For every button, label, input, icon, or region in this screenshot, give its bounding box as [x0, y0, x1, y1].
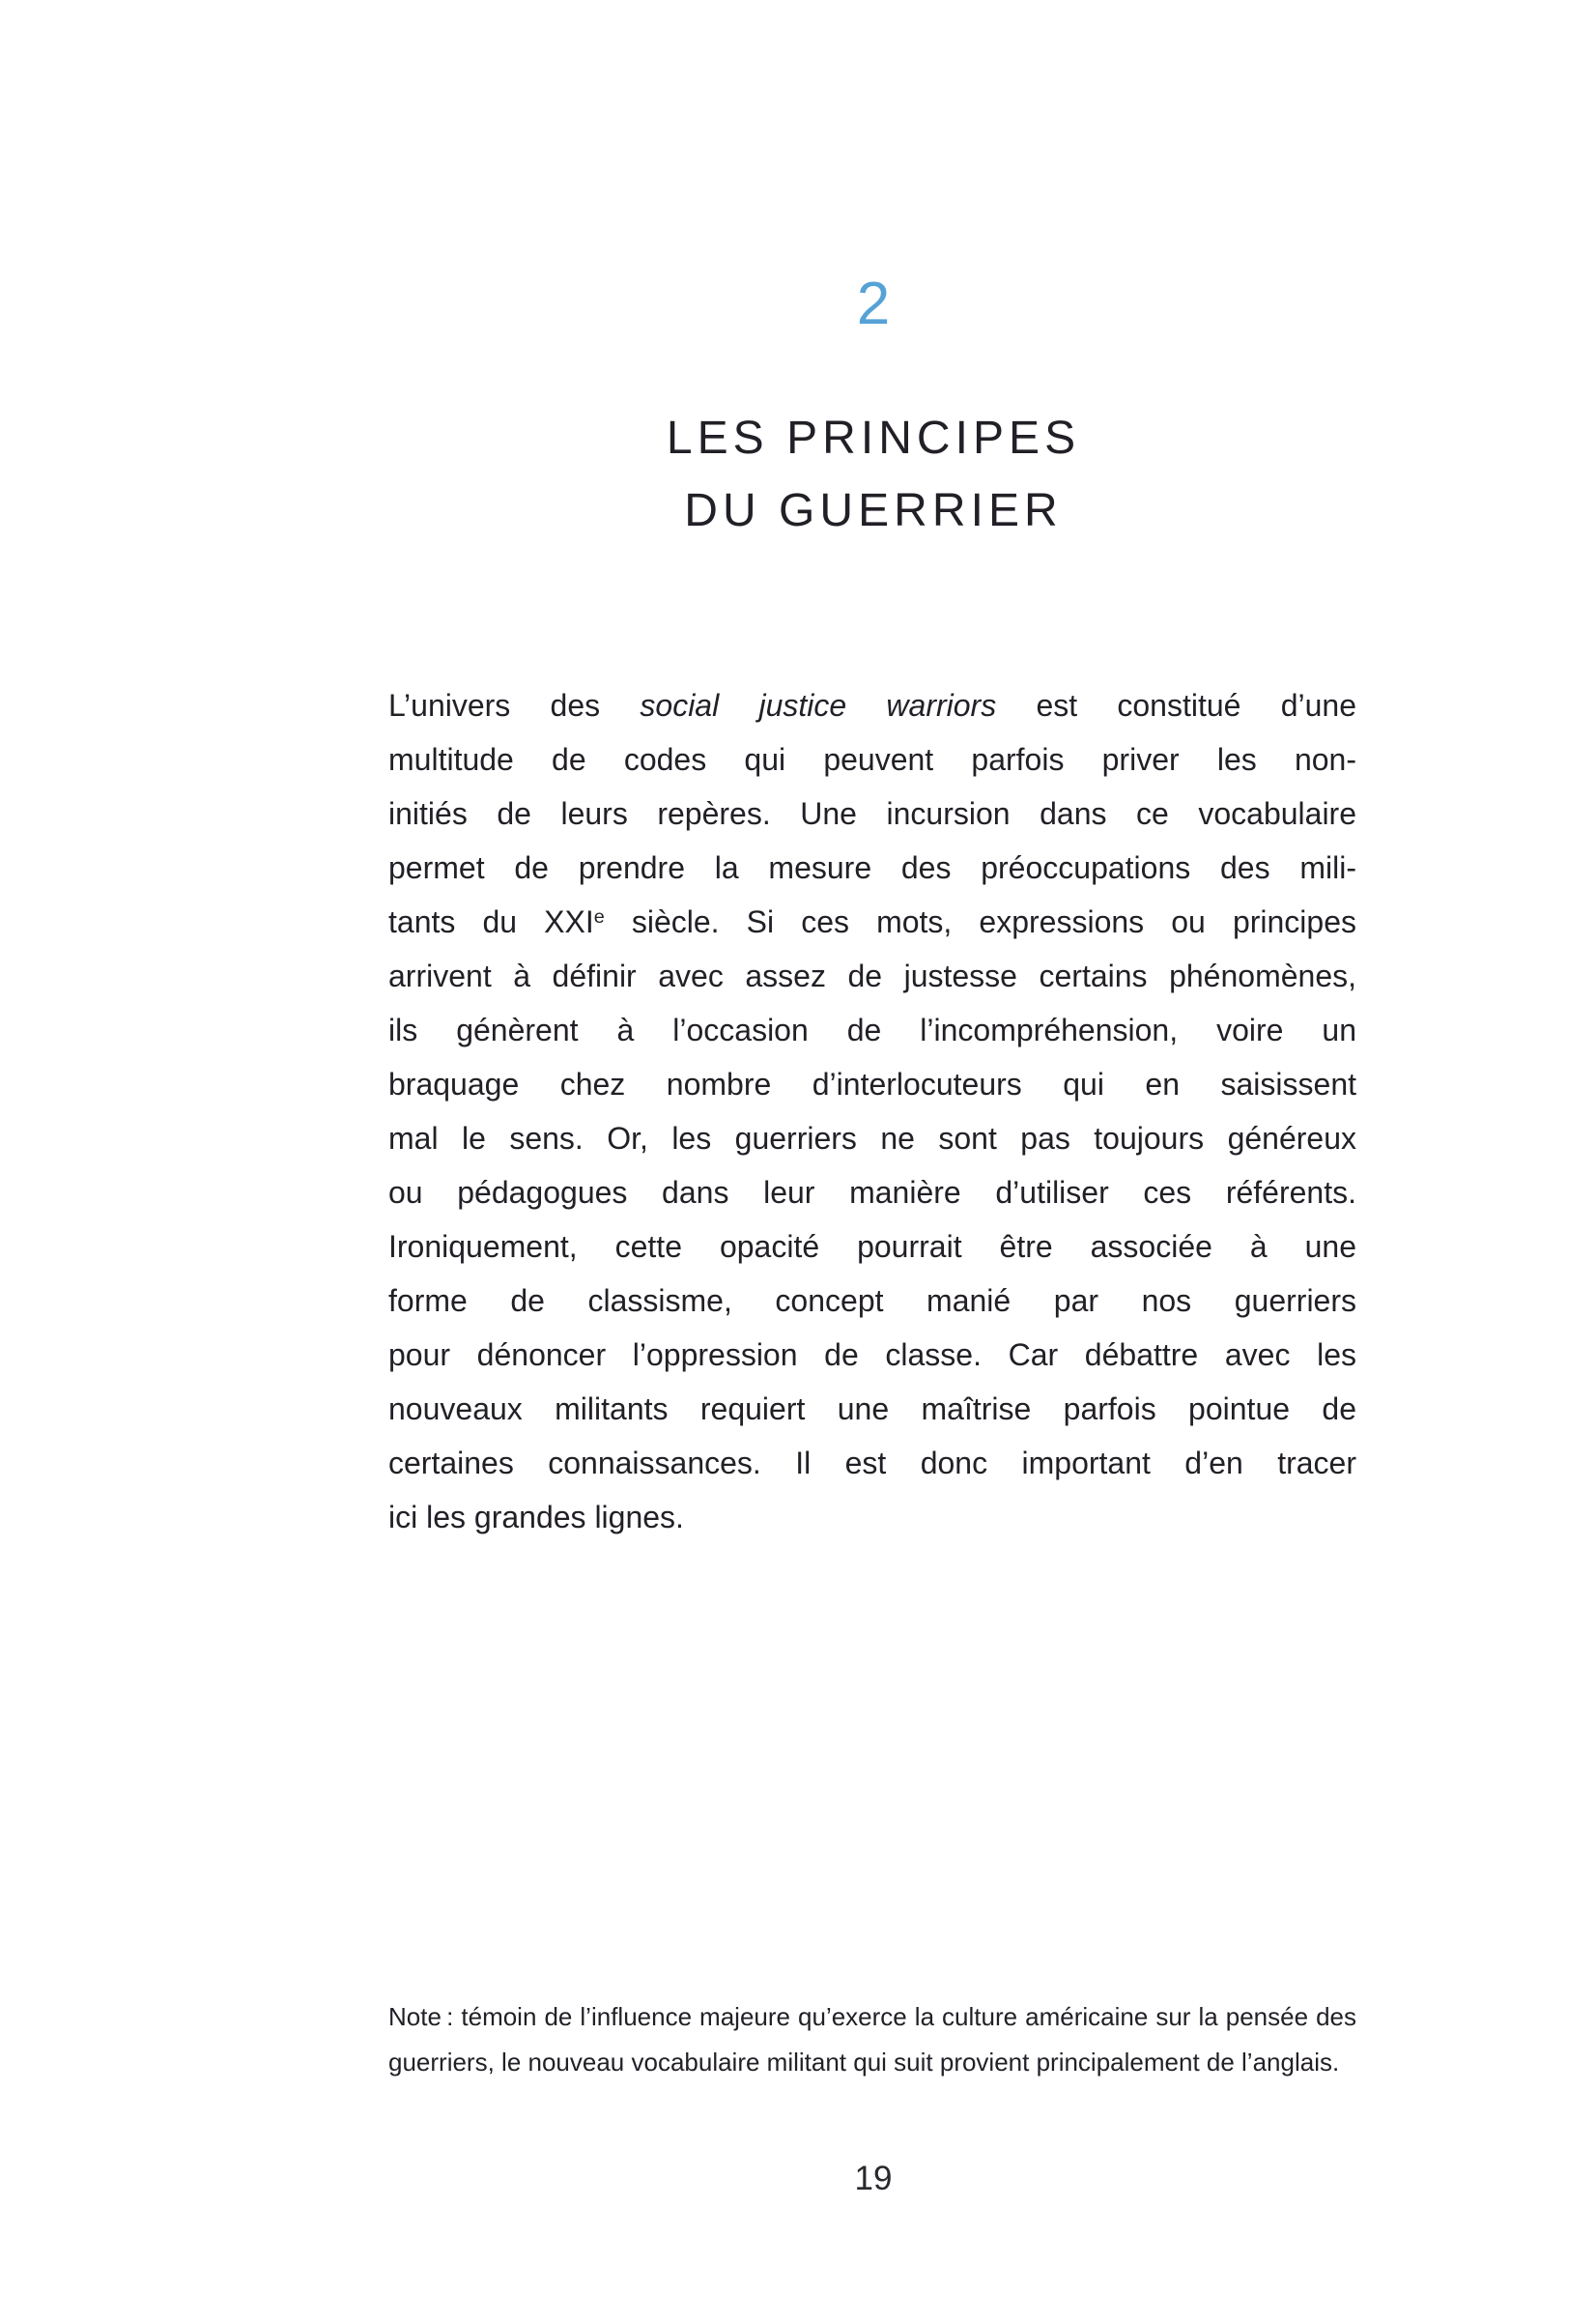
text-segment: ils génèrent à l’occasion de l’incompréhension, voire un	[388, 1013, 1356, 1047]
italic-text: social justice warriors	[640, 688, 997, 723]
body-line	[388, 1382, 1356, 1436]
body-line	[388, 1003, 1356, 1057]
body-paragraph	[388, 678, 1356, 1544]
text-segment: permet de prendre la mesure des préoccupations des mili-	[388, 850, 1356, 885]
footnote-line	[388, 1994, 1356, 2040]
chapter-title-line-1: LES PRINCIPES	[666, 413, 1081, 464]
text-segment: ou pédagogues dans leur manière d’utiliser ces référents.	[388, 1175, 1356, 1210]
text-segment: L’univers des	[388, 688, 641, 723]
body-line	[388, 1436, 1356, 1490]
body-line	[388, 1057, 1356, 1111]
text-segment: tants du XXI	[388, 904, 594, 939]
chapter-title	[292, 402, 1455, 547]
text-segment: initiés de leurs repères. Une incursion dans ce vocabulaire	[388, 796, 1356, 831]
superscript-text: e	[593, 905, 605, 928]
body-line	[388, 1274, 1356, 1328]
chapter-title-line-2: DU GUERRIER	[684, 485, 1063, 536]
text-segment: arrivent à définir avec assez de justesse certains phénomènes,	[388, 959, 1356, 993]
body-line	[388, 732, 1356, 787]
footnote	[388, 1994, 1356, 2085]
body-line	[388, 949, 1356, 1003]
text-segment: mal le sens. Or, les guerriers ne sont pas toujours généreux	[388, 1121, 1356, 1156]
body-line	[388, 1328, 1356, 1382]
chapter-number: 2	[856, 271, 891, 337]
text-segment: braquage chez nombre d’interlocuteurs qui en saisissent	[388, 1067, 1356, 1102]
text-segment: nouveaux militants requiert une maîtrise parfois pointue de	[388, 1391, 1356, 1426]
body-line	[388, 1219, 1356, 1274]
body-line	[388, 841, 1356, 895]
footnote-line	[388, 2040, 1356, 2085]
body-line	[388, 1165, 1356, 1219]
body-line	[388, 1111, 1356, 1165]
body-line	[388, 1490, 1356, 1544]
text-segment: Note : témoin de l’influence majeure qu’exerce la culture américaine sur la pensée des	[388, 2002, 1356, 2031]
text-segment: forme de classisme, concept manié par nos guerriers	[388, 1283, 1356, 1318]
text-segment: pour dénoncer l’oppression de classe. Car débattre avec les	[388, 1337, 1356, 1372]
body-line	[388, 787, 1356, 841]
text-segment: est constitué d’une	[996, 688, 1356, 723]
text-segment: guerriers, le nouveau vocabulaire militant qui suit provient principalement de l’anglais.	[388, 2048, 1340, 2077]
body-line	[388, 678, 1356, 732]
text-segment: certaines connaissances. Il est donc important d’en tracer	[388, 1446, 1356, 1480]
text-segment: ici les grandes lignes.	[388, 1500, 684, 1534]
page-number: 19	[854, 2160, 893, 2197]
body-line	[388, 895, 1356, 949]
text-segment: Ironiquement, cette opacité pourrait être associée à une	[388, 1229, 1356, 1264]
text-segment: multitude de codes qui peuvent parfois priver les non-	[388, 742, 1356, 777]
text-segment: siècle. Si ces mots, expressions ou principes	[604, 904, 1356, 939]
